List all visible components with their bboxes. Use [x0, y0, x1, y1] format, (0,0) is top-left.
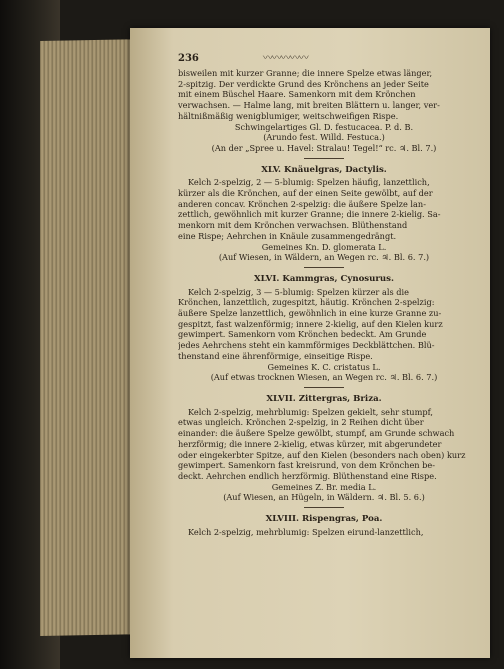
page-header — [178, 52, 470, 66]
text-line: Kelch 2-spelzig, mehrblumig: Spelzen gekielt, sehr stumpf, — [188, 406, 433, 417]
section-body — [178, 527, 470, 538]
section-heading: XLVIII. Rispengras, Poa. — [265, 514, 383, 525]
habitat-line: (An der „Spree u. Havel: Stralau! Tegel!“ rc. ♃. Bl. 7.) — [211, 142, 437, 153]
species-name: Gemeines Z. Br. media L. — [271, 481, 377, 492]
habitat-line: (Auf etwas trocknen Wiesen, an Wegen rc. ♃. Bl. 6. 7.) — [210, 372, 438, 383]
habitat-line: (Auf Wiesen, an Hügeln, in Wäldern. ♃. Bl. 5. 6.) — [223, 492, 425, 503]
section-divider — [304, 267, 344, 268]
book-page — [130, 28, 490, 658]
species-name: Schwingelartiges Gl. D. festucacea. P. d. B. — [234, 121, 414, 132]
text-line: herzförmig; die innere 2-kielig, etwas kürzer, mit abgerundeter — [178, 438, 442, 449]
page-text-block — [178, 52, 470, 537]
text-line: kürzer als die Krönchen, auf der einen Seite gewölbt, auf der — [178, 188, 433, 199]
text-line: Kelch 2-spelzig, 3 — 5-blumig: Spelzen kürzer als die — [188, 286, 409, 297]
text-line: gewimpert. Samenkorn vom Krönchen bedeckt. Am Grunde — [178, 329, 427, 340]
text-line: gespitzt, fast walzenförmig; innere 2-kielig, auf den Kielen kurz — [178, 318, 443, 329]
section-body — [178, 177, 470, 263]
section-divider — [304, 387, 344, 388]
text-line: 2-spitzig. Der verdickte Grund des Krönchens an jeder Seite — [178, 78, 429, 89]
text-line: thenstand eine ährenförmige, einseitige Rispe. — [178, 350, 373, 361]
text-line: hältnißmäßig wenigblumiger, weitschweifigen Rispe. — [178, 110, 399, 121]
text-line: zettlich, gewöhnlich mit kurzer Granne; die innere 2-kielig. Sa- — [178, 209, 441, 220]
habitat-line: (Auf Wiesen, in Wäldern, an Wegen rc. ♃. Bl. 6. 7.) — [218, 252, 430, 263]
text-line: deckt. Aehrchen endlich herzförmig. Blüthenstand eine Rispe. — [178, 470, 437, 481]
text-line: Kelch 2-spelzig, 2 — 5-blumig: Spelzen häufig, lanzettlich, — [188, 177, 430, 188]
text-line: jedes Aehrchens steht ein kammförmiges Deckblättchen. Blü- — [178, 340, 435, 351]
text-line: Krönchen, lanzettlich, zugespitzt, häutig. Krönchen 2-spelzig: — [178, 297, 435, 308]
text-line: oder eingekerbter Spitze, auf den Kielen (besonders nach oben) kurz — [178, 449, 466, 460]
section-heading: XLVII. Zittergras, Briza. — [266, 393, 382, 404]
section-heading: XLV. Knäuelgras, Dactylis. — [261, 164, 387, 175]
species-name: Gemeines Kn. D. glomerata L. — [261, 241, 387, 252]
text-line: menkorn mit dem Krönchen verwachsen. Blüthenstand — [178, 220, 408, 231]
section-body — [178, 287, 470, 383]
text-line: Kelch 2-spelzig, mehrblumig: Spelzen eirund-lanzettlich, — [188, 526, 424, 537]
text-line: gewimpert. Samenkorn fast kreisrund, von dem Krönchen be- — [178, 460, 436, 471]
section-divider — [304, 507, 344, 508]
text-line: äußere Spelze lanzettlich, gewöhnlich in eine kurze Granne zu- — [178, 308, 442, 319]
species-name: Gemeines K. C. cristatus L. — [267, 361, 381, 372]
section-body — [178, 407, 470, 503]
synonym-line: (Arundo fest. Willd. Festuca.) — [263, 132, 385, 143]
text-line: verwachsen. — Halme lang, mit breiten Blättern u. langer, ver- — [178, 100, 440, 111]
text-line: etwas ungleich. Krönchen 2-spelzig, in 2 Reihen dicht über — [178, 417, 424, 428]
section-heading: XLVI. Kammgras, Cynosurus. — [253, 273, 395, 284]
header-ornament: 〰〰〰〰〰 — [262, 52, 308, 64]
page-number: 236 — [178, 52, 199, 64]
intro-paragraph — [178, 68, 470, 154]
text-line: anderen concav. Krönchen 2-spelzig: die äußere Spelze lan- — [178, 198, 426, 209]
text-line: eine Rispe; Aehrchen in Knäule zusammengedrängt. — [178, 230, 397, 241]
section-divider — [304, 158, 344, 159]
text-line: mit einem Büschel Haare. Samenkorn mit dem Krönchen — [178, 89, 416, 100]
text-line: bisweilen mit kurzer Granne; die innere Spelze etwas länger, — [178, 68, 433, 78]
text-line: einander: die äußere Spelze gewölbt, stumpf, am Grunde schwach — [178, 428, 455, 439]
